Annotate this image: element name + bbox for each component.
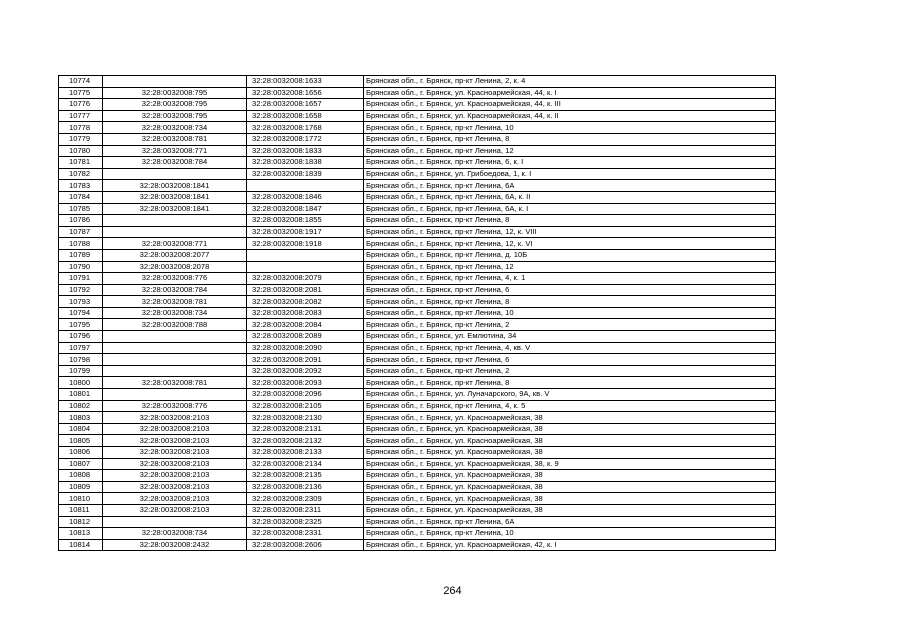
table-row [59,528,776,540]
row-number-cell: 10777 [59,110,103,122]
cadastral-number-cell: 32:28:0032008:1847 [247,203,364,215]
parent-cadastral-number-cell [103,331,247,343]
row-number-cell: 10791 [59,273,103,285]
parent-cadastral-number-cell: 32:28:0032008:781 [103,377,247,389]
address-cell: Брянская обл., г. Брянск, пр-кт Ленина, 8 [364,215,776,227]
cadastral-number-cell: 32:28:0032008:1838 [247,157,364,169]
row-number-cell: 10799 [59,365,103,377]
table-row [59,226,776,238]
row-number-cell: 10795 [59,319,103,331]
table-row [59,539,776,551]
cadastral-number-cell: 32:28:0032008:2093 [247,377,364,389]
table-row [59,76,776,88]
parent-cadastral-number-cell: 32:28:0032008:781 [103,296,247,308]
parent-cadastral-number-cell: 32:28:0032008:2103 [103,423,247,435]
parent-cadastral-number-cell: 32:28:0032008:784 [103,284,247,296]
table-row [59,470,776,482]
parent-cadastral-number-cell: 32:28:0032008:788 [103,319,247,331]
cadastral-number-cell: 32:28:0032008:2309 [247,493,364,505]
table-row [59,99,776,111]
row-number-cell: 10797 [59,342,103,354]
address-cell: Брянская обл., г. Брянск, пр-кт Ленина, 8 [364,296,776,308]
register-table-body [59,76,776,551]
address-cell: Брянская обл., г. Брянск, ул. Красноармейская, 38 [364,447,776,459]
parent-cadastral-number-cell [103,354,247,366]
table-row [59,168,776,180]
table-row [59,319,776,331]
parent-cadastral-number-cell: 32:28:0032008:771 [103,145,247,157]
cadastral-number-cell: 32:28:0032008:2091 [247,354,364,366]
cadastral-number-cell: 32:28:0032008:1846 [247,191,364,203]
row-number-cell: 10809 [59,481,103,493]
address-cell: Брянская обл., г. Брянск, ул. Красноармейская, 38 [364,504,776,516]
address-cell: Брянская обл., г. Брянск, пр-кт Ленина, 2 [364,365,776,377]
table-row [59,122,776,134]
cadastral-number-cell: 32:28:0032008:1833 [247,145,364,157]
parent-cadastral-number-cell: 32:28:0032008:2103 [103,412,247,424]
cadastral-number-cell: 32:28:0032008:2325 [247,516,364,528]
cadastral-number-cell: 32:28:0032008:2090 [247,342,364,354]
row-number-cell: 10796 [59,331,103,343]
address-cell: Брянская обл., г. Брянск, ул. Красноармейская, 38 [364,493,776,505]
address-cell: Брянская обл., г. Брянск, пр-кт Ленина, 12 [364,145,776,157]
parent-cadastral-number-cell: 32:28:0032008:776 [103,273,247,285]
parent-cadastral-number-cell: 32:28:0032008:2103 [103,504,247,516]
row-number-cell: 10798 [59,354,103,366]
table-row [59,133,776,145]
cadastral-number-cell: 32:28:0032008:1657 [247,99,364,111]
cadastral-number-cell [247,261,364,273]
cadastral-number-cell: 32:28:0032008:2311 [247,504,364,516]
table-row [59,331,776,343]
parent-cadastral-number-cell: 32:28:0032008:734 [103,122,247,134]
row-number-cell: 10802 [59,400,103,412]
row-number-cell: 10808 [59,470,103,482]
parent-cadastral-number-cell: 32:28:0032008:776 [103,400,247,412]
address-cell: Брянская обл., г. Брянск, ул. Красноармейская, 42, к. I [364,539,776,551]
parent-cadastral-number-cell: 32:28:0032008:2103 [103,481,247,493]
address-cell: Брянская обл., г. Брянск, пр-кт Ленина, 6 [364,354,776,366]
cadastral-number-cell: 32:28:0032008:2079 [247,273,364,285]
table-row [59,423,776,435]
parent-cadastral-number-cell: 32:28:0032008:2078 [103,261,247,273]
table-row [59,389,776,401]
table-row [59,447,776,459]
cadastral-number-cell: 32:28:0032008:1768 [247,122,364,134]
cadastral-number-cell: 32:28:0032008:2331 [247,528,364,540]
table-row [59,157,776,169]
cadastral-number-cell: 32:28:0032008:1658 [247,110,364,122]
cadastral-number-cell: 32:28:0032008:2082 [247,296,364,308]
cadastral-number-cell [247,249,364,261]
row-number-cell: 10806 [59,447,103,459]
row-number-cell: 10810 [59,493,103,505]
address-cell: Брянская обл., г. Брянск, ул. Луначарского, 9А, кв. V [364,389,776,401]
row-number-cell: 10783 [59,180,103,192]
parent-cadastral-number-cell: 32:28:0032008:2103 [103,435,247,447]
row-number-cell: 10800 [59,377,103,389]
cadastral-number-cell: 32:28:0032008:2081 [247,284,364,296]
address-cell: Брянская обл., г. Брянск, пр-кт Ленина, 10 [364,307,776,319]
address-cell: Брянская обл., г. Брянск, пр-кт Ленина, 6А, к. I [364,203,776,215]
address-cell: Брянская обл., г. Брянск, пр-кт Ленина, 10 [364,122,776,134]
row-number-cell: 10782 [59,168,103,180]
address-cell: Брянская обл., г. Брянск, ул. Красноармейская, 38 [364,435,776,447]
address-cell: Брянская обл., г. Брянск, ул. Красноармейская, 38, к. 9 [364,458,776,470]
table-row [59,481,776,493]
parent-cadastral-number-cell: 32:28:0032008:771 [103,238,247,250]
address-cell: Брянская обл., г. Брянск, пр-кт Ленина, д. 10Б [364,249,776,261]
parent-cadastral-number-cell: 32:28:0032008:2103 [103,458,247,470]
parent-cadastral-number-cell: 32:28:0032008:795 [103,87,247,99]
row-number-cell: 10784 [59,191,103,203]
cadastral-number-cell: 32:28:0032008:1855 [247,215,364,227]
row-number-cell: 10814 [59,539,103,551]
row-number-cell: 10803 [59,412,103,424]
address-cell: Брянская обл., г. Брянск, ул. Красноармейская, 38 [364,470,776,482]
parent-cadastral-number-cell: 32:28:0032008:734 [103,528,247,540]
parent-cadastral-number-cell [103,168,247,180]
address-cell: Брянская обл., г. Брянск, пр-кт Ленина, 12, к. VI [364,238,776,250]
cadastral-number-cell: 32:28:0032008:2089 [247,331,364,343]
address-cell: Брянская обл., г. Брянск, пр-кт Ленина, 4, к. 5 [364,400,776,412]
address-cell: Брянская обл., г. Брянск, пр-кт Ленина, 6А [364,516,776,528]
row-number-cell: 10804 [59,423,103,435]
parent-cadastral-number-cell: 32:28:0032008:2077 [103,249,247,261]
address-cell: Брянская обл., г. Брянск, пр-кт Ленина, 8 [364,377,776,389]
row-number-cell: 10775 [59,87,103,99]
cadastral-number-cell: 32:28:0032008:1918 [247,238,364,250]
table-row [59,249,776,261]
address-cell: Брянская обл., г. Брянск, пр-кт Ленина, 12, к. VIII [364,226,776,238]
row-number-cell: 10789 [59,249,103,261]
address-cell: Брянская обл., г. Брянск, ул. Емлютина, 34 [364,331,776,343]
row-number-cell: 10801 [59,389,103,401]
table-row [59,145,776,157]
row-number-cell: 10805 [59,435,103,447]
parent-cadastral-number-cell [103,226,247,238]
parent-cadastral-number-cell: 32:28:0032008:2103 [103,493,247,505]
table-row [59,342,776,354]
parent-cadastral-number-cell: 32:28:0032008:734 [103,307,247,319]
address-cell: Брянская обл., г. Брянск, ул. Красноармейская, 38 [364,481,776,493]
table-row [59,87,776,99]
cadastral-number-cell: 32:28:0032008:1917 [247,226,364,238]
parent-cadastral-number-cell: 32:28:0032008:2432 [103,539,247,551]
address-cell: Брянская обл., г. Брянск, пр-кт Ленина, 10 [364,528,776,540]
cadastral-number-cell: 32:28:0032008:2105 [247,400,364,412]
table-row [59,180,776,192]
cadastral-number-cell: 32:28:0032008:1772 [247,133,364,145]
parent-cadastral-number-cell: 32:28:0032008:1841 [103,203,247,215]
address-cell: Брянская обл., г. Брянск, пр-кт Ленина, 6А [364,180,776,192]
table-row [59,412,776,424]
row-number-cell: 10794 [59,307,103,319]
address-cell: Брянская обл., г. Брянск, ул. Красноармейская, 38 [364,412,776,424]
cadastral-number-cell [247,180,364,192]
address-cell: Брянская обл., г. Брянск, пр-кт Ленина, 12 [364,261,776,273]
row-number-cell: 10787 [59,226,103,238]
page-number: 264 [443,585,462,597]
row-number-cell: 10792 [59,284,103,296]
table-row [59,400,776,412]
address-cell: Брянская обл., г. Брянск, пр-кт Ленина, 4, к. 1 [364,273,776,285]
table-row [59,435,776,447]
address-cell: Брянская обл., г. Брянск, ул. Красноармейская, 44, к. III [364,99,776,111]
table-row [59,307,776,319]
cadastral-number-cell: 32:28:0032008:2136 [247,481,364,493]
parent-cadastral-number-cell: 32:28:0032008:2103 [103,447,247,459]
table-row [59,377,776,389]
table-row [59,493,776,505]
cadastral-number-cell: 32:28:0032008:2135 [247,470,364,482]
cadastral-number-cell: 32:28:0032008:2130 [247,412,364,424]
cadastral-register-table [58,75,776,551]
row-number-cell: 10781 [59,157,103,169]
row-number-cell: 10776 [59,99,103,111]
parent-cadastral-number-cell [103,365,247,377]
row-number-cell: 10793 [59,296,103,308]
cadastral-number-cell: 32:28:0032008:1839 [247,168,364,180]
address-cell: Брянская обл., г. Брянск, ул. Грибоедова, 1, к. I [364,168,776,180]
address-cell: Брянская обл., г. Брянск, ул. Красноармейская, 44, к. I [364,87,776,99]
row-number-cell: 10813 [59,528,103,540]
table-row [59,191,776,203]
cadastral-number-cell: 32:28:0032008:2133 [247,447,364,459]
table-row [59,504,776,516]
parent-cadastral-number-cell: 32:28:0032008:781 [103,133,247,145]
parent-cadastral-number-cell: 32:28:0032008:1841 [103,191,247,203]
row-number-cell: 10812 [59,516,103,528]
row-number-cell: 10785 [59,203,103,215]
address-cell: Брянская обл., г. Брянск, пр-кт Ленина, 6А, к. II [364,191,776,203]
table-row [59,110,776,122]
cadastral-number-cell: 32:28:0032008:2084 [247,319,364,331]
cadastral-number-cell: 32:28:0032008:2134 [247,458,364,470]
address-cell: Брянская обл., г. Брянск, ул. Красноармейская, 38 [364,423,776,435]
table-row [59,261,776,273]
address-cell: Брянская обл., г. Брянск, пр-кт Ленина, 2 [364,319,776,331]
address-cell: Брянская обл., г. Брянск, ул. Красноармейская, 44, к. II [364,110,776,122]
parent-cadastral-number-cell [103,76,247,88]
table-row [59,238,776,250]
table-row [59,458,776,470]
address-cell: Брянская обл., г. Брянск, пр-кт Ленина, 2, к. 4 [364,76,776,88]
parent-cadastral-number-cell: 32:28:0032008:795 [103,110,247,122]
row-number-cell: 10788 [59,238,103,250]
cadastral-number-cell: 32:28:0032008:1633 [247,76,364,88]
cadastral-number-cell: 32:28:0032008:2606 [247,539,364,551]
row-number-cell: 10811 [59,504,103,516]
table-row [59,296,776,308]
row-number-cell: 10779 [59,133,103,145]
table-row [59,203,776,215]
table-row [59,516,776,528]
parent-cadastral-number-cell: 32:28:0032008:784 [103,157,247,169]
row-number-cell: 10778 [59,122,103,134]
parent-cadastral-number-cell [103,389,247,401]
cadastral-number-cell: 32:28:0032008:1656 [247,87,364,99]
row-number-cell: 10790 [59,261,103,273]
table-row [59,273,776,285]
cadastral-number-cell: 32:28:0032008:2132 [247,435,364,447]
row-number-cell: 10786 [59,215,103,227]
row-number-cell: 10780 [59,145,103,157]
parent-cadastral-number-cell: 32:28:0032008:1841 [103,180,247,192]
cadastral-number-cell: 32:28:0032008:2092 [247,365,364,377]
address-cell: Брянская обл., г. Брянск, пр-кт Ленина, 6, к. I [364,157,776,169]
parent-cadastral-number-cell [103,516,247,528]
cadastral-number-cell: 32:28:0032008:2083 [247,307,364,319]
address-cell: Брянская обл., г. Брянск, пр-кт Ленина, 8 [364,133,776,145]
parent-cadastral-number-cell [103,215,247,227]
table-row [59,354,776,366]
parent-cadastral-number-cell: 32:28:0032008:795 [103,99,247,111]
parent-cadastral-number-cell [103,342,247,354]
table-row [59,215,776,227]
table-row [59,284,776,296]
cadastral-number-cell: 32:28:0032008:2131 [247,423,364,435]
parent-cadastral-number-cell: 32:28:0032008:2103 [103,470,247,482]
row-number-cell: 10774 [59,76,103,88]
table-row [59,365,776,377]
row-number-cell: 10807 [59,458,103,470]
address-cell: Брянская обл., г. Брянск, пр-кт Ленина, 6 [364,284,776,296]
cadastral-number-cell: 32:28:0032008:2096 [247,389,364,401]
address-cell: Брянская обл., г. Брянск, пр-кт Ленина, 4, кв. V [364,342,776,354]
